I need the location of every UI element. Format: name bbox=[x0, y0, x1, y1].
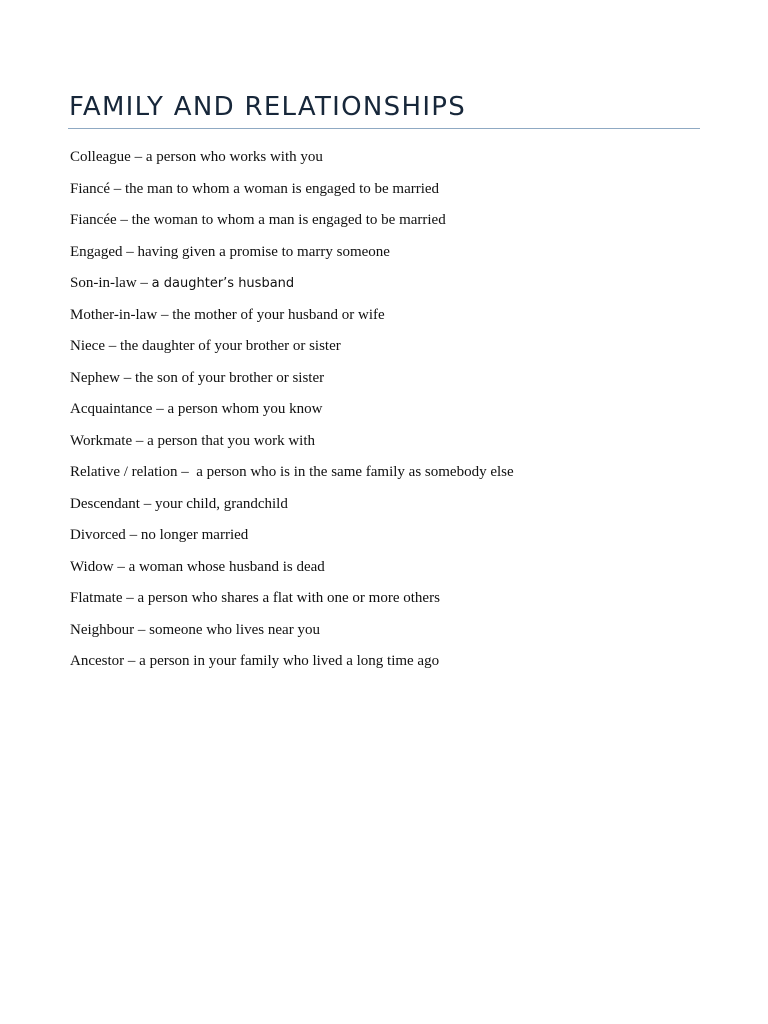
entry-term: Nephew bbox=[70, 369, 120, 386]
entry-separator: – bbox=[132, 432, 148, 449]
entry-separator: – bbox=[122, 243, 138, 260]
entry-term: Son-in-law bbox=[70, 275, 137, 291]
vocabulary-entry bbox=[70, 398, 514, 430]
vocabulary-entry bbox=[70, 178, 514, 210]
entry-separator: – bbox=[136, 275, 152, 291]
entry-separator: – bbox=[134, 621, 150, 638]
vocabulary-entry bbox=[70, 304, 514, 336]
entry-definition: a woman whose husband is dead bbox=[128, 558, 325, 575]
vocabulary-entry bbox=[70, 146, 514, 178]
vocabulary-entry bbox=[70, 650, 514, 682]
entry-definition: a person in your family who lived a long time ago bbox=[139, 653, 440, 669]
entry-definition: the man to whom a woman is engaged to be married bbox=[124, 180, 440, 197]
entry-definition: a daughter’s husband bbox=[151, 276, 295, 291]
entry-separator: – bbox=[157, 306, 173, 323]
entry-definition: a person that you work with bbox=[147, 432, 315, 449]
entry-definition: a person whom you know bbox=[167, 401, 323, 417]
entry-definition: the mother of your husband or wife bbox=[172, 306, 385, 323]
entry-term: Mother-in-law bbox=[70, 306, 158, 323]
entry-definition: a person who is in the same family as somebody else bbox=[196, 464, 514, 480]
entry-definition: the daughter of your brother or sister bbox=[119, 338, 341, 354]
vocabulary-list bbox=[70, 146, 514, 682]
entry-term: Neighbour bbox=[70, 621, 135, 638]
entry-separator: – bbox=[119, 369, 135, 386]
entry-term: Engaged bbox=[70, 243, 123, 260]
entry-definition: the son of your brother or sister bbox=[134, 369, 325, 386]
entry-separator: – bbox=[125, 527, 141, 543]
entry-separator: – bbox=[104, 338, 120, 354]
entry-separator: – bbox=[139, 495, 155, 512]
entry-term: Descendant bbox=[70, 495, 140, 512]
entry-term: Colleague bbox=[70, 149, 131, 165]
entry-separator: – bbox=[116, 212, 132, 228]
entry-separator: – bbox=[152, 401, 168, 417]
entry-definition: a person who shares a flat with one or more others bbox=[137, 590, 440, 606]
vocabulary-entry bbox=[70, 493, 514, 525]
entry-term: Flatmate bbox=[70, 590, 123, 606]
entry-definition: having given a promise to marry someone bbox=[137, 243, 390, 260]
entry-term: Niece bbox=[70, 338, 105, 354]
vocabulary-entry bbox=[70, 367, 514, 399]
entry-term: Fiancée bbox=[70, 212, 117, 228]
entry-definition: someone who lives near you bbox=[149, 621, 320, 638]
entry-separator: – bbox=[130, 149, 146, 165]
entry-separator: – bbox=[109, 180, 125, 197]
vocabulary-entry bbox=[70, 556, 514, 588]
entry-term: Relative / relation bbox=[70, 464, 178, 480]
title-underline bbox=[68, 128, 700, 129]
entry-separator: – bbox=[122, 590, 138, 606]
entry-term: Workmate bbox=[70, 432, 133, 449]
entry-separator: – bbox=[124, 653, 140, 669]
entry-term: Divorced bbox=[70, 527, 126, 543]
entry-definition: your child, grandchild bbox=[154, 495, 288, 512]
entry-definition: the woman to whom a man is engaged to be married bbox=[131, 212, 446, 228]
vocabulary-entry bbox=[70, 461, 514, 493]
entry-term: Widow bbox=[70, 558, 114, 575]
entry-term: Ancestor bbox=[70, 653, 125, 669]
entry-term: Acquaintance bbox=[70, 401, 153, 417]
entry-term: Fiancé bbox=[70, 180, 110, 197]
vocabulary-entry bbox=[70, 524, 514, 556]
entry-separator: – bbox=[177, 464, 197, 480]
entry-definition: no longer married bbox=[140, 527, 249, 543]
vocabulary-entry bbox=[70, 209, 514, 241]
vocabulary-entry bbox=[70, 241, 514, 273]
entry-definition: a person who works with you bbox=[145, 149, 323, 165]
page-title: FAMILY AND RELATIONSHIPS bbox=[69, 92, 467, 122]
vocabulary-entry bbox=[70, 272, 514, 304]
vocabulary-entry bbox=[70, 619, 514, 651]
vocabulary-entry bbox=[70, 335, 514, 367]
vocabulary-entry bbox=[70, 430, 514, 462]
entry-separator: – bbox=[113, 558, 129, 575]
vocabulary-entry bbox=[70, 587, 514, 619]
